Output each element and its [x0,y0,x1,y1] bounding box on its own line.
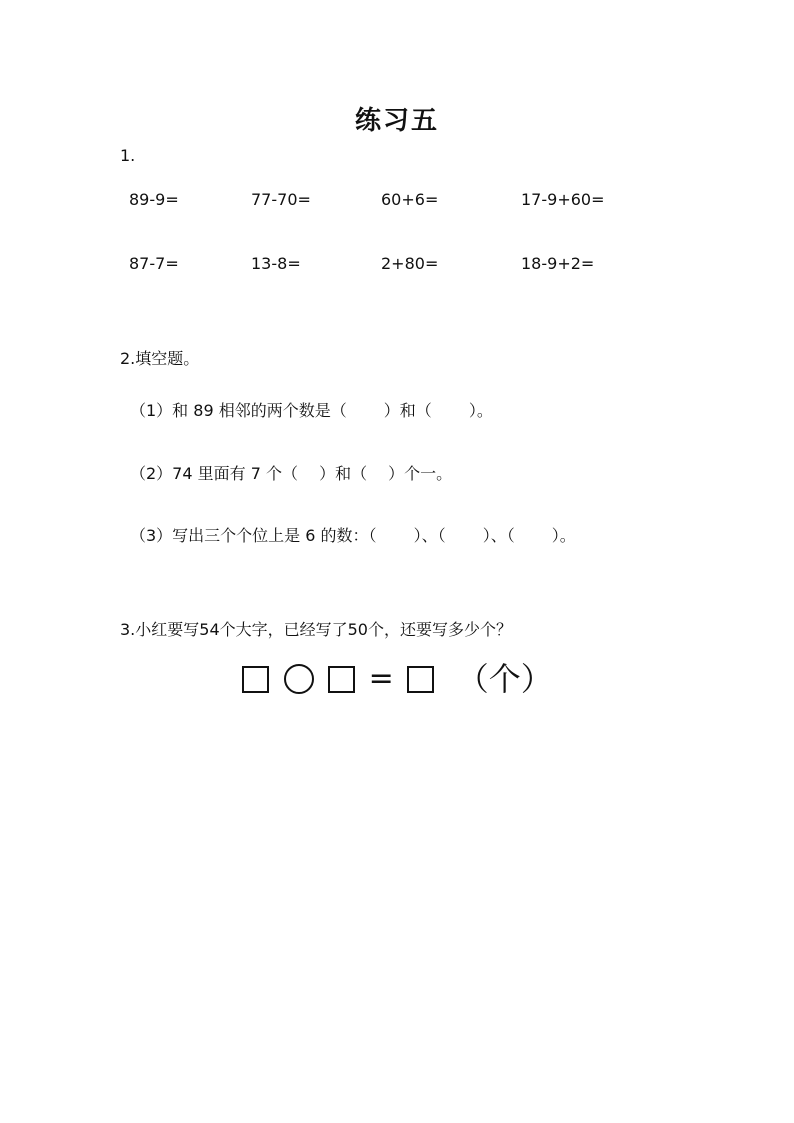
question-2-label: 2.填空题。 [120,349,200,368]
operator-circle[interactable] [284,664,314,694]
fill-blank-item-1: （1）和 89 相邻的两个数是（ ）和（ ）。 [130,401,493,420]
answer-box[interactable] [328,666,355,693]
worksheet-title: 练习五 [354,106,439,136]
calc-row-1 [0,190,794,214]
calc-item: 60+6= [381,190,439,209]
fill-blank-item-3: （3）写出三个个位上是 6 的数：（ ）、（ ）、（ ）。 [130,526,576,545]
question-3-label: 3.小红要写54个大字，已经写了50个，还要写多少个？ [120,620,512,639]
calc-item: 89-9= [129,190,179,209]
calc-item: 13-8= [251,254,301,273]
answer-box[interactable] [242,666,269,693]
calc-item: 17-9+60= [521,190,605,209]
calc-item: 2+80= [381,254,439,273]
equals-sign: = [368,661,394,696]
calc-item: 77-70= [251,190,311,209]
calc-item: 87-7= [129,254,179,273]
calc-row-2 [0,254,794,278]
answer-formula [0,656,794,701]
answer-box[interactable] [407,666,434,693]
unit-label: （个） [456,660,553,698]
question-1-label: 1. [120,146,136,165]
calc-item: 18-9+2= [521,254,595,273]
fill-blank-item-2: （2）74 里面有 7 个（ ）和（ ）个一。 [130,464,453,483]
